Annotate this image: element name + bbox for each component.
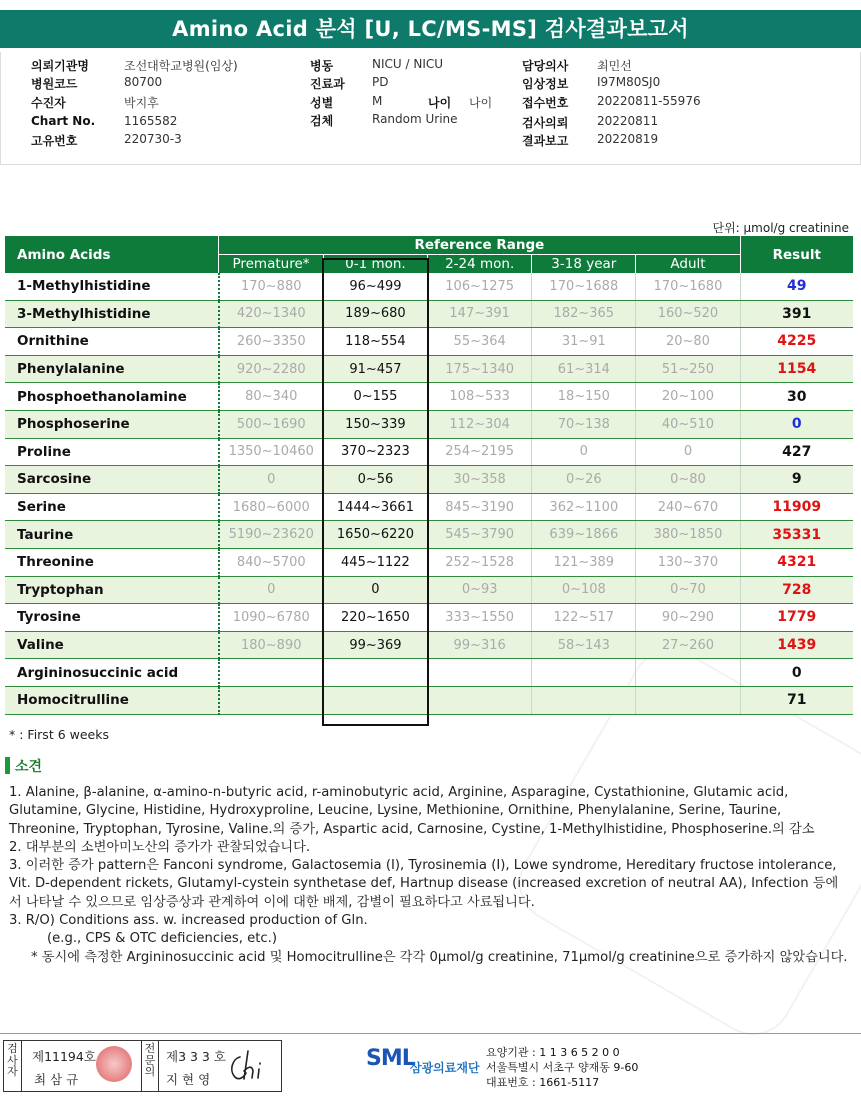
reference-range-cell: 170~1680 <box>636 273 740 300</box>
specialist-name: 지 현 영 <box>166 1072 211 1087</box>
amino-acid-name: Tryptophan <box>5 576 219 604</box>
amino-acid-name: 3-Methylhistidine <box>5 300 219 328</box>
seal-stamp <box>96 1046 132 1082</box>
sub-header-0: Premature* <box>219 255 324 274</box>
reference-range-cell: 0 <box>219 466 324 494</box>
remarks-title-text: 소견 <box>15 759 43 775</box>
org-line: 서울특별시 서초구 양재동 9-60 <box>486 1061 639 1074</box>
amino-acid-name: Ornithine <box>5 328 219 356</box>
reference-range-cell: 58~143 <box>532 631 636 659</box>
reference-range-cell: 1090~6780 <box>219 604 324 632</box>
reference-range-cell: 90~290 <box>636 604 740 632</box>
table-row <box>5 576 853 604</box>
reference-range-cell: 170~880 <box>219 273 324 300</box>
result-value: 1154 <box>740 355 853 383</box>
reference-range-cell: 0 <box>219 576 324 604</box>
sub-header-1: 0-1 mon. <box>323 255 427 274</box>
reference-range-cell: 20~80 <box>636 328 740 356</box>
footnote: * : First 6 weeks <box>9 727 109 742</box>
reference-range-cell: 30~358 <box>428 466 532 494</box>
result-value: 1779 <box>740 604 853 632</box>
amino-acid-name: 1-Methylhistidine <box>5 273 219 300</box>
reference-range-cell: 920~2280 <box>219 355 324 383</box>
reference-range-cell <box>428 686 532 714</box>
reference-range-cell: 112~304 <box>428 410 532 438</box>
table-row <box>5 466 853 494</box>
reference-range-cell: 0~70 <box>636 576 740 604</box>
reference-range-cell: 96~499 <box>323 273 427 300</box>
reference-range-cell <box>219 659 324 687</box>
info-label: 병동 <box>310 59 334 73</box>
info-label: Chart No. <box>31 114 96 128</box>
table-row <box>5 410 853 438</box>
result-value: 1439 <box>740 631 853 659</box>
amino-acid-name: Proline <box>5 438 219 466</box>
header-reference-range: Reference Range <box>219 236 740 255</box>
reference-range-cell: 0~56 <box>323 466 427 494</box>
result-value: 71 <box>740 686 853 714</box>
sub-header-3: 3-18 year <box>532 255 636 274</box>
reference-range-cell: 150~339 <box>323 410 427 438</box>
remark-line: 3. R/O) Conditions ass. w. increased production of Gln. <box>9 913 368 929</box>
table-row <box>5 300 853 328</box>
info-value: M <box>372 94 383 108</box>
amino-acid-name: Phosphoethanolamine <box>5 383 219 411</box>
reference-range-cell: 51~250 <box>636 355 740 383</box>
reference-range-cell: 18~150 <box>532 383 636 411</box>
reference-range-cell: 420~1340 <box>219 300 324 328</box>
sub-header-4: Adult <box>636 255 740 274</box>
reference-range-cell: 254~2195 <box>428 438 532 466</box>
org-line: 대표번호 : 1661-5117 <box>486 1076 600 1089</box>
remark-line: 2. 대부분의 소변아미노산의 증가가 관찰되었습니다. <box>9 839 311 855</box>
result-value: 11909 <box>740 493 853 521</box>
result-value: 728 <box>740 576 853 604</box>
reference-range-cell <box>636 659 740 687</box>
reference-range-cell: 0 <box>323 576 427 604</box>
reference-range-cell: 99~369 <box>323 631 427 659</box>
remarks-title <box>5 756 42 776</box>
sub-header-2: 2-24 mon. <box>428 255 532 274</box>
result-value: 30 <box>740 383 853 411</box>
reference-range-cell <box>532 659 636 687</box>
info-label: 검사의뢰 <box>522 116 569 130</box>
reference-range-cell: 333~1550 <box>428 604 532 632</box>
reference-range-cell: 20~100 <box>636 383 740 411</box>
info-value: I97M80SJ0 <box>597 75 661 89</box>
table-row <box>5 548 853 576</box>
header-amino-acids: Amino Acids <box>5 236 219 273</box>
reference-range-cell: 545~3790 <box>428 521 532 549</box>
age-label: 나이 <box>428 96 452 110</box>
reference-range-cell: 500~1690 <box>219 410 324 438</box>
reference-range-cell: 160~520 <box>636 300 740 328</box>
table-row <box>5 521 853 549</box>
table-row <box>5 659 853 687</box>
header-result: Result <box>740 236 853 273</box>
reference-range-cell <box>532 686 636 714</box>
reference-range-cell <box>636 686 740 714</box>
result-value: 4321 <box>740 548 853 576</box>
result-value: 4225 <box>740 328 853 356</box>
amino-acid-name: Threonine <box>5 548 219 576</box>
reference-range-cell: 99~316 <box>428 631 532 659</box>
reference-range-cell: 180~890 <box>219 631 324 659</box>
reference-range-cell: 108~533 <box>428 383 532 411</box>
unit-label: 단위: μmol/g creatinine <box>712 221 849 235</box>
result-value: 35331 <box>740 521 853 549</box>
table-row <box>5 686 853 714</box>
reference-range-cell <box>219 686 324 714</box>
reference-range-cell: 182~365 <box>532 300 636 328</box>
info-label: 진료과 <box>310 77 345 91</box>
info-value: 220730-3 <box>124 132 182 146</box>
remarks <box>9 784 849 967</box>
info-label: 고유번호 <box>31 134 78 148</box>
info-value: 20220811-55976 <box>597 94 701 108</box>
amino-acid-name: Taurine <box>5 521 219 549</box>
reference-range-cell: 55~364 <box>428 328 532 356</box>
reference-range-cell: 220~1650 <box>323 604 427 632</box>
info-value: 20220819 <box>597 132 659 146</box>
tester-name: 최 삼 규 <box>34 1072 79 1087</box>
reference-range-cell: 0 <box>636 438 740 466</box>
section-marker <box>5 757 10 774</box>
reference-range-cell: 0 <box>532 438 636 466</box>
footer-divider <box>0 1033 861 1034</box>
amino-acid-name: Phenylalanine <box>5 355 219 383</box>
info-label: 접수번호 <box>522 96 569 110</box>
reference-range-cell: 31~91 <box>532 328 636 356</box>
table-row <box>5 604 853 632</box>
tester-number: 제11194호 <box>32 1049 96 1064</box>
reference-range-cell: 0~26 <box>532 466 636 494</box>
reference-range-cell: 91~457 <box>323 355 427 383</box>
info-label: 결과보고 <box>522 134 569 148</box>
reference-range-cell: 27~260 <box>636 631 740 659</box>
info-label: 성별 <box>310 96 334 110</box>
table-row <box>5 355 853 383</box>
reference-range-cell: 639~1866 <box>532 521 636 549</box>
info-label: 수진자 <box>31 96 66 110</box>
reference-range-cell <box>323 686 427 714</box>
amino-acid-table <box>5 236 853 715</box>
reference-range-cell: 170~1688 <box>532 273 636 300</box>
reference-range-cell: 240~670 <box>636 493 740 521</box>
reference-range-cell: 61~314 <box>532 355 636 383</box>
reference-range-cell: 1680~6000 <box>219 493 324 521</box>
reference-range-cell: 252~1528 <box>428 548 532 576</box>
report-title: Amino Acid 분석 [U, LC/MS-MS] 검사결과보고서 <box>0 10 861 48</box>
amino-acid-name: Argininosuccinic acid <box>5 659 219 687</box>
reference-range-cell: 380~1850 <box>636 521 740 549</box>
info-label: 병원코드 <box>31 77 78 91</box>
remark-line: (e.g., CPS & OTC deficiencies, etc.) <box>47 931 277 947</box>
table-row <box>5 383 853 411</box>
table-row <box>5 273 853 300</box>
info-value: PD <box>372 75 389 89</box>
result-value: 49 <box>740 273 853 300</box>
table-row <box>5 631 853 659</box>
specialist-number: 제3 3 3 호 <box>166 1049 226 1064</box>
info-label: 의뢰기관명 <box>31 59 89 73</box>
reference-range-cell: 106~1275 <box>428 273 532 300</box>
info-value: 20220811 <box>597 114 659 128</box>
amino-acid-name: Valine <box>5 631 219 659</box>
result-value: 427 <box>740 438 853 466</box>
amino-acid-name: Tyrosine <box>5 604 219 632</box>
org-line: 요양기관 : 1 1 3 6 5 2 0 0 <box>486 1046 620 1059</box>
reference-range-cell: 0~93 <box>428 576 532 604</box>
age-value: 나이 <box>469 96 493 110</box>
info-value: 80700 <box>124 75 163 89</box>
table-row <box>5 493 853 521</box>
signature-box <box>3 1040 282 1092</box>
handwritten-signature <box>226 1047 274 1085</box>
result-value: 9 <box>740 466 853 494</box>
reference-range-cell: 0~108 <box>532 576 636 604</box>
reference-range-cell: 70~138 <box>532 410 636 438</box>
info-label: 검체 <box>310 114 334 128</box>
result-value: 391 <box>740 300 853 328</box>
sml-logo-text: SML <box>366 1046 415 1071</box>
result-value: 0 <box>740 659 853 687</box>
reference-range-cell <box>323 659 427 687</box>
sml-logo-korean: 삼광의료재단 <box>410 1061 480 1075</box>
reference-range-cell: 80~340 <box>219 383 324 411</box>
amino-acid-name: Serine <box>5 493 219 521</box>
info-value: NICU / NICU <box>372 57 444 71</box>
reference-range-cell: 260~3350 <box>219 328 324 356</box>
reference-range-cell: 0~80 <box>636 466 740 494</box>
reference-range-cell <box>428 659 532 687</box>
reference-range-cell: 40~510 <box>636 410 740 438</box>
reference-range-cell: 1650~6220 <box>323 521 427 549</box>
reference-range-cell: 0~155 <box>323 383 427 411</box>
info-value: 조선대학교병원(임상) <box>124 59 238 73</box>
reference-range-cell: 370~2323 <box>323 438 427 466</box>
table-row <box>5 328 853 356</box>
remark-line: 1. Alanine, β-alanine, α-amino-n-butyric acid, r-aminobutyric acid, Arginine, Asparagine, Cystathionine, Glutamic acid, Glutamine, Glycine, Histidine, Hydroxyproline, Leucine, Lysine, Methionine, Ornithine, Phenylalanine, Serine, Taurine, Threonine, Tryptophan, Tyrosine, Valine.의 증가, Aspartic acid, Carnosine, Cystine, 1-Methylhistidine, Phosphoserine.의 감소 <box>9 785 815 837</box>
reference-range-cell: 840~5700 <box>219 548 324 576</box>
reference-range-cell: 118~554 <box>323 328 427 356</box>
amino-acid-name: Sarcosine <box>5 466 219 494</box>
reference-range-cell: 189~680 <box>323 300 427 328</box>
reference-range-cell: 121~389 <box>532 548 636 576</box>
info-value: Random Urine <box>372 112 458 126</box>
info-value: 박지후 <box>124 96 159 110</box>
amino-acid-name: Phosphoserine <box>5 410 219 438</box>
table-body <box>5 273 853 714</box>
amino-acid-name: Homocitrulline <box>5 686 219 714</box>
reference-range-cell: 175~1340 <box>428 355 532 383</box>
result-value: 0 <box>740 410 853 438</box>
remark-line: * 동시에 측정한 Argininosuccinic acid 및 Homocitrulline은 각각 0μmol/g creatinine, 71μmol/g creatinine으로 증가하지 않았습니다. <box>31 949 848 965</box>
reference-range-cell: 1444~3661 <box>323 493 427 521</box>
reference-range-cell: 1350~10460 <box>219 438 324 466</box>
info-label: 담당의사 <box>522 59 569 73</box>
info-value: 최민선 <box>597 59 632 73</box>
reference-range-cell: 130~370 <box>636 548 740 576</box>
info-label: 임상정보 <box>522 77 569 91</box>
reference-range-cell: 147~391 <box>428 300 532 328</box>
reference-range-cell: 5190~23620 <box>219 521 324 549</box>
info-value: 1165582 <box>124 114 178 128</box>
table-row <box>5 438 853 466</box>
reference-range-cell: 122~517 <box>532 604 636 632</box>
remark-line: 3. 이러한 증가 pattern은 Fanconi syndrome, Galactosemia (I), Tyrosinemia (I), Lowe syndrome, Hereditary fructose intolerance, Vit. D-dependent rickets, Glutamyl-cystein synthetase def, Hartnup disease (increased excretion of neutral AA), Infection 등에서 나타날 수 있으므로 임상증상과 관계하여 이에 대한 배제, 감별이 필요하다고 사료됩니다. <box>9 858 839 910</box>
reference-range-cell: 845~3190 <box>428 493 532 521</box>
specialist-label: 전문의 <box>141 1041 159 1091</box>
org-info <box>486 1045 638 1090</box>
tester-label: 검사자 <box>4 1041 22 1091</box>
reference-range-cell: 445~1122 <box>323 548 427 576</box>
reference-range-cell: 362~1100 <box>532 493 636 521</box>
